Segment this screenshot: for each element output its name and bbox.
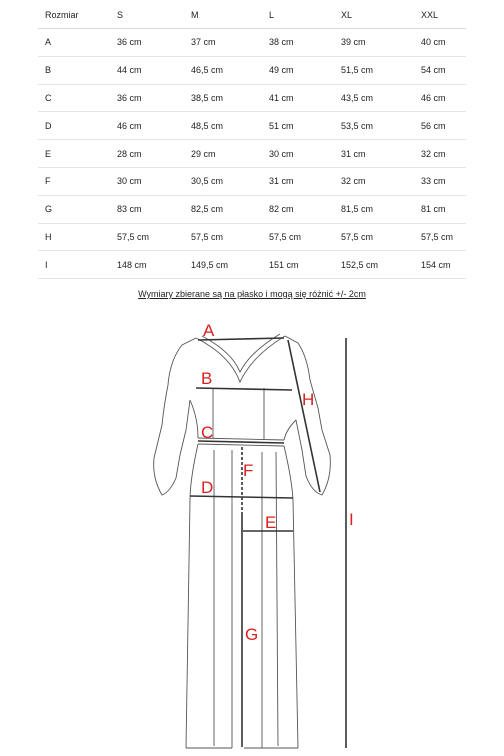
cell-value: 151 cm bbox=[262, 251, 334, 279]
cell-value: 29 cm bbox=[184, 140, 262, 168]
header-size-l: L bbox=[262, 2, 334, 29]
cell-value: 57,5 cm bbox=[262, 223, 334, 251]
row-label: F bbox=[38, 167, 110, 195]
cell-value: 82,5 cm bbox=[184, 195, 262, 223]
cell-value: 32 cm bbox=[414, 140, 466, 168]
row-label: G bbox=[38, 195, 110, 223]
cell-value: 48,5 cm bbox=[184, 112, 262, 140]
dress-measurement-diagram bbox=[0, 300, 504, 752]
cell-value: 49 cm bbox=[262, 56, 334, 84]
cell-value: 43,5 cm bbox=[334, 84, 414, 112]
table-row bbox=[38, 56, 466, 84]
label-g: G bbox=[245, 625, 259, 644]
cell-value: 31 cm bbox=[334, 140, 414, 168]
cell-value: 83 cm bbox=[110, 195, 184, 223]
cell-value: 56 cm bbox=[414, 112, 466, 140]
cell-value: 54 cm bbox=[414, 56, 466, 84]
cell-value: 57,5 cm bbox=[184, 223, 262, 251]
cell-value: 81,5 cm bbox=[334, 195, 414, 223]
cell-value: 148 cm bbox=[110, 251, 184, 279]
size-table-header-row bbox=[38, 2, 466, 29]
table-row bbox=[38, 29, 466, 57]
cell-value: 38 cm bbox=[262, 29, 334, 57]
table-row bbox=[38, 84, 466, 112]
label-e: E bbox=[265, 513, 277, 532]
row-label: B bbox=[38, 56, 110, 84]
cell-value: 41 cm bbox=[262, 84, 334, 112]
cell-value: 53,5 cm bbox=[334, 112, 414, 140]
label-b: B bbox=[201, 369, 213, 388]
header-size-xxl: XXL bbox=[414, 2, 466, 29]
cell-value: 36 cm bbox=[110, 84, 184, 112]
cell-value: 46 cm bbox=[414, 84, 466, 112]
row-label: A bbox=[38, 29, 110, 57]
cell-value: 33 cm bbox=[414, 167, 466, 195]
cell-value: 30 cm bbox=[110, 167, 184, 195]
cell-value: 154 cm bbox=[414, 251, 466, 279]
header-size-xl: XL bbox=[334, 2, 414, 29]
table-row bbox=[38, 195, 466, 223]
table-row bbox=[38, 140, 466, 168]
row-label: C bbox=[38, 84, 110, 112]
label-i: I bbox=[349, 510, 354, 529]
measurement-note bbox=[0, 289, 504, 299]
table-row bbox=[38, 251, 466, 279]
measurement-note-text: Wymiary zbierane są na płasko i mogą się różnić +/- 2cm bbox=[138, 289, 366, 299]
table-row bbox=[38, 167, 466, 195]
cell-value: 36 cm bbox=[110, 29, 184, 57]
cell-value: 51,5 cm bbox=[334, 56, 414, 84]
cell-value: 39 cm bbox=[334, 29, 414, 57]
cell-value: 31 cm bbox=[262, 167, 334, 195]
cell-value: 38,5 cm bbox=[184, 84, 262, 112]
cell-value: 40 cm bbox=[414, 29, 466, 57]
cell-value: 32 cm bbox=[334, 167, 414, 195]
cell-value: 28 cm bbox=[110, 140, 184, 168]
cell-value: 81 cm bbox=[414, 195, 466, 223]
row-label: H bbox=[38, 223, 110, 251]
table-row bbox=[38, 223, 466, 251]
size-table bbox=[38, 2, 466, 279]
cell-value: 46,5 cm bbox=[184, 56, 262, 84]
row-label: D bbox=[38, 112, 110, 140]
label-c: C bbox=[201, 423, 214, 442]
cell-value: 44 cm bbox=[110, 56, 184, 84]
header-size-label: Rozmiar bbox=[38, 2, 110, 29]
header-size-s: S bbox=[110, 2, 184, 29]
cell-value: 30,5 cm bbox=[184, 167, 262, 195]
cell-value: 37 cm bbox=[184, 29, 262, 57]
cell-value: 51 cm bbox=[262, 112, 334, 140]
label-f: F bbox=[243, 461, 254, 480]
cell-value: 30 cm bbox=[262, 140, 334, 168]
header-size-m: M bbox=[184, 2, 262, 29]
cell-value: 57,5 cm bbox=[414, 223, 466, 251]
label-a: A bbox=[203, 321, 215, 340]
label-d: D bbox=[201, 478, 214, 497]
table-row bbox=[38, 112, 466, 140]
cell-value: 82 cm bbox=[262, 195, 334, 223]
cell-value: 152,5 cm bbox=[334, 251, 414, 279]
row-label: I bbox=[38, 251, 110, 279]
cell-value: 149,5 cm bbox=[184, 251, 262, 279]
cell-value: 46 cm bbox=[110, 112, 184, 140]
label-h: H bbox=[302, 390, 315, 409]
row-label: E bbox=[38, 140, 110, 168]
cell-value: 57,5 cm bbox=[334, 223, 414, 251]
cell-value: 57,5 cm bbox=[110, 223, 184, 251]
